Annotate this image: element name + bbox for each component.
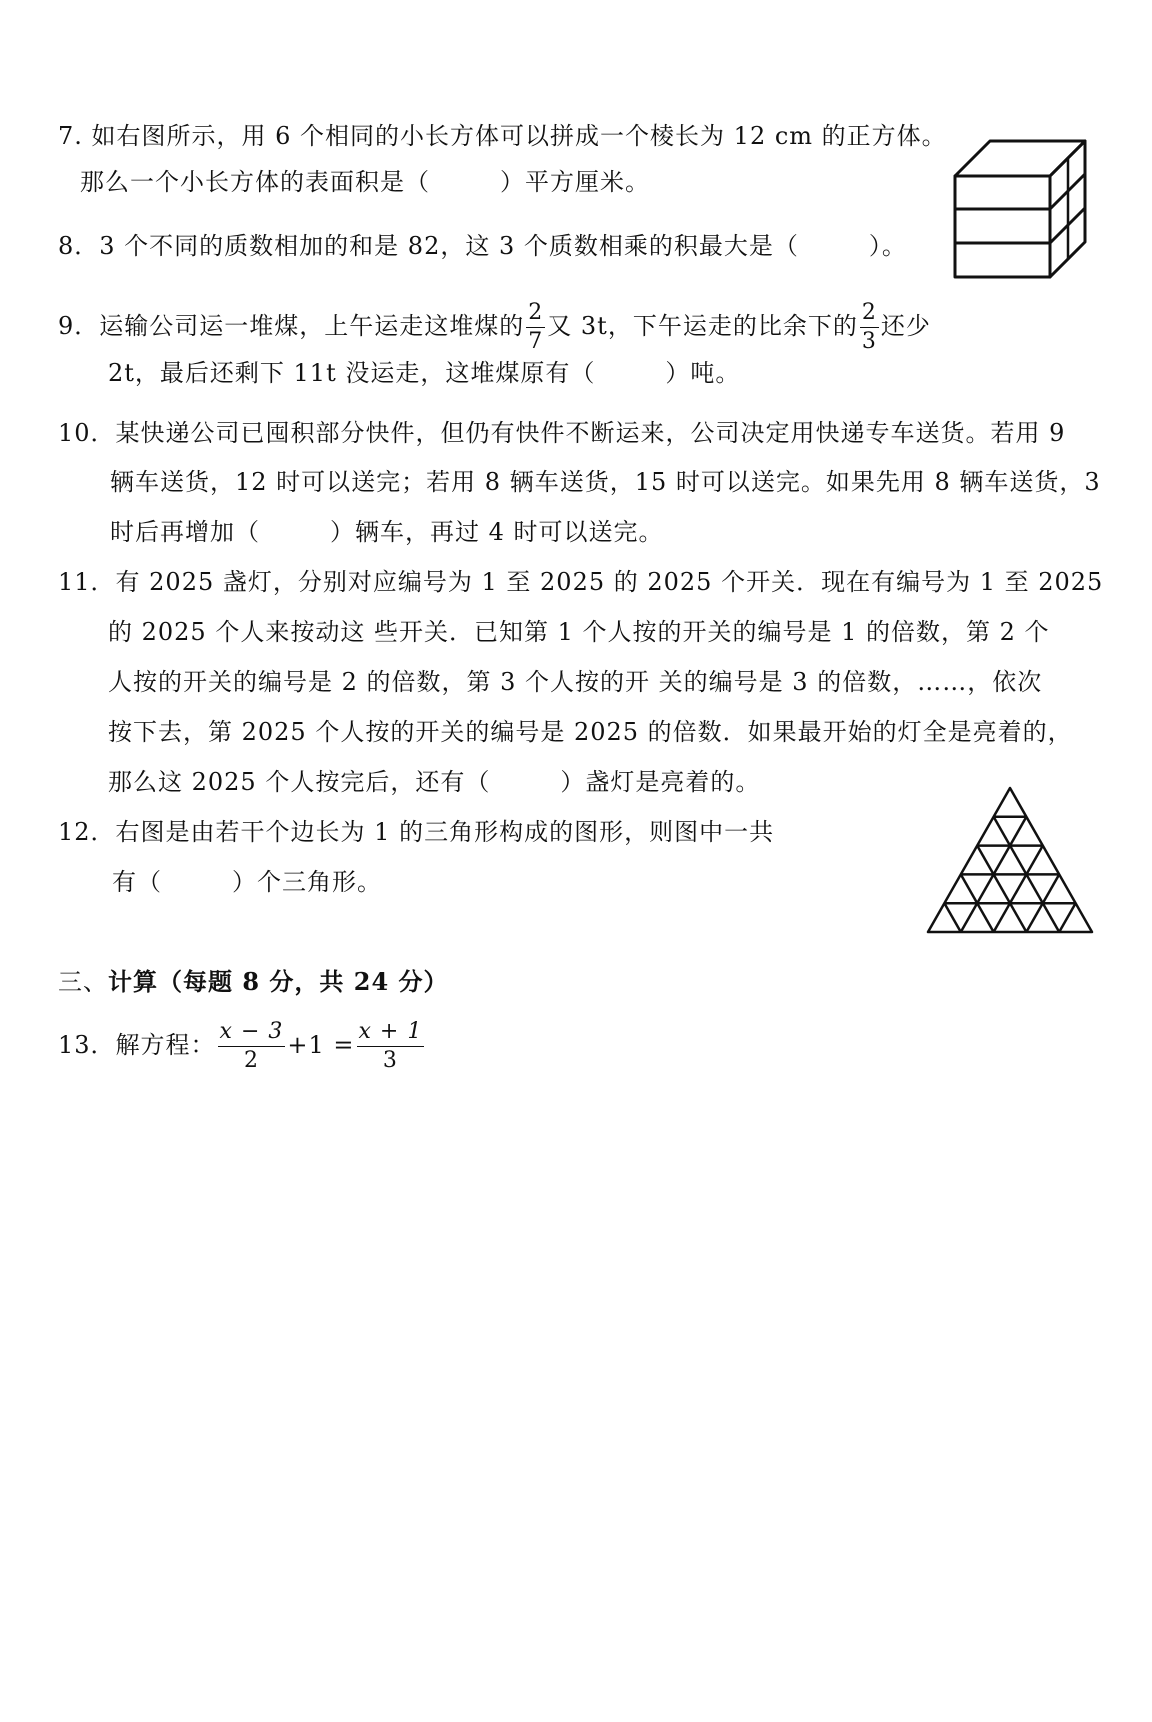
lhs-denominator: 2 — [243, 1048, 259, 1073]
question-12-line-2 — [112, 866, 382, 898]
q10-line3-b: ）辆车，再过 4 时可以送完。 — [330, 518, 664, 546]
question-13 — [58, 1010, 426, 1080]
q13-label: 13．解方程： — [58, 1031, 216, 1059]
question-11-line-2: 的 2025 个人来按动这 些开关．已知第 1 个人按的开关的编号是 1 的倍数，第 2 个 — [108, 618, 1050, 646]
question-7-line-1: 7. 如右图所示，用 6 个相同的小长方体可以拼成一个棱长为 12 cm 的正方体。 — [58, 122, 947, 150]
cube-figure — [950, 136, 1090, 282]
frac2-numerator: 2 — [860, 302, 879, 328]
q9-text-c: 还少 — [880, 312, 931, 340]
frac1-denominator: 7 — [528, 329, 544, 354]
q7-text-a: 那么一个小长方体的表面积是（ — [80, 168, 430, 196]
triangle-grid-figure — [920, 780, 1100, 940]
fraction-2-7 — [526, 302, 545, 353]
question-11-line-4: 按下去，第 2025 个人按的开关的编号是 2025 的倍数．如果最开始的灯全是亮着的， — [108, 718, 1073, 746]
q12-line2-b: ）个三角形。 — [232, 868, 382, 896]
frac2-denominator: 3 — [861, 329, 877, 354]
section-3-number: 三、 — [58, 968, 108, 996]
question-9-line-2 — [108, 357, 740, 389]
frac1-numerator: 2 — [526, 302, 545, 328]
q9-text-a: 9．运输公司运一堆煤，上午运走这堆煤的 — [58, 312, 525, 340]
q9-line2-b: ）吨。 — [665, 359, 741, 387]
q12-line2-a: 有（ — [112, 868, 162, 896]
question-9-line-1 — [58, 296, 931, 356]
q9-line2-a: 2t，最后还剩下 11t 没运走，这堆煤原有（ — [108, 359, 596, 387]
fraction-2-3 — [860, 302, 879, 353]
equation-lhs-fraction — [218, 1021, 286, 1072]
question-8 — [58, 230, 907, 262]
question-11-line-5 — [108, 766, 760, 798]
equation-rhs-fraction — [357, 1021, 425, 1072]
question-11-line-1: 11．有 2025 盏灯，分别对应编号为 1 至 2025 的 2025 个开关．现在有编号为 1 至 2025 — [58, 568, 1104, 596]
q7-text-b: ）平方厘米。 — [500, 168, 650, 196]
question-7-line-2 — [80, 166, 650, 198]
q11-line5-b: ）盏灯是亮着的。 — [560, 768, 761, 796]
q11-line5-a: 那么这 2025 个人按完后，还有（ — [108, 768, 491, 796]
question-12-line-1: 12．右图是由若干个边长为 1 的三角形构成的图形，则图中一共 — [58, 818, 775, 846]
rhs-denominator: 3 — [382, 1048, 398, 1073]
q9-text-b: 又 3t，下午运走的比余下的 — [547, 312, 858, 340]
question-10-line-1: 10．某快递公司已囤积部分快件，但仍有快件不断运来，公司决定用快递专车送货。若用 9 — [58, 419, 1066, 447]
question-10-line-3 — [110, 516, 664, 548]
rhs-numerator: x + 1 — [357, 1021, 425, 1047]
equation-mid: +1 = — [287, 1031, 355, 1059]
question-10-line-2: 辆车送货，12 时可以送完；若用 8 辆车送货，15 时可以送完。如果先用 8 辆车送货，3 — [110, 468, 1101, 496]
q8-text-a: 8．3 个不同的质数相加的和是 82，这 3 个质数相乘的积最大是（ — [58, 232, 799, 260]
lhs-numerator: x − 3 — [218, 1021, 286, 1047]
q8-text-b: ）。 — [868, 232, 907, 260]
section-3-heading — [58, 966, 449, 998]
question-11-line-3: 人按的开关的编号是 2 的倍数，第 3 个人按的开 关的编号是 3 的倍数，……，依次 — [108, 668, 1043, 696]
section-3-title: 计算（每题 8 分，共 24 分） — [108, 967, 449, 996]
q10-line3-a: 时后再增加（ — [110, 518, 260, 546]
